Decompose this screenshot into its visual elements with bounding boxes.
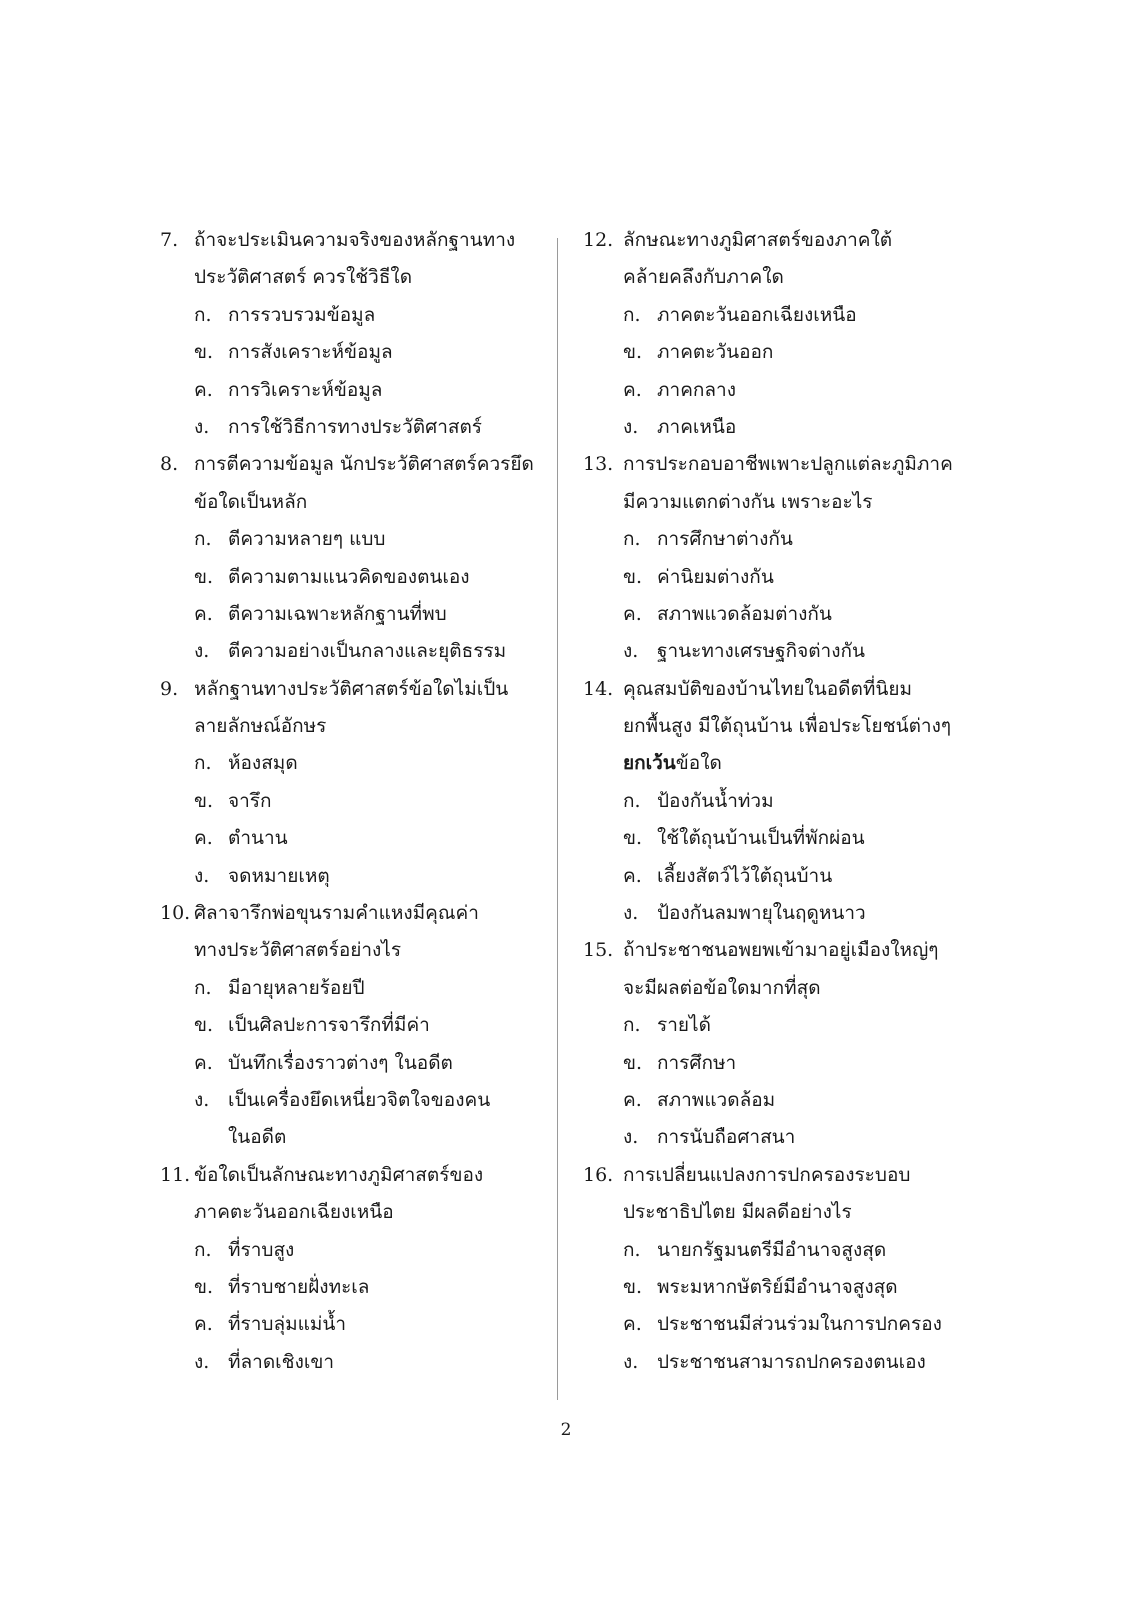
question-number: 12.: [583, 229, 614, 251]
question-text-cont: มีความแตกต่างกัน เพราะอะไร: [623, 490, 873, 513]
option-d: [160, 409, 545, 446]
question-number: 13.: [583, 453, 614, 476]
option-letter: ข.: [623, 565, 643, 588]
option-a: [583, 783, 983, 820]
option-letter: ค.: [623, 1088, 642, 1111]
option-letter: ค.: [194, 602, 213, 625]
option-letter: ค.: [623, 864, 642, 887]
option-text: ตีความตามแนวคิดของตนเอง: [228, 565, 470, 588]
option-text: ภาคตะวันออกเฉียงเหนือ: [657, 303, 857, 326]
option-text: ตีความหลายๆ แบบ: [228, 528, 386, 551]
question-text-cont: ข้อใดเป็นหลัก: [194, 490, 308, 513]
option-c: [160, 1045, 545, 1082]
option-d: [160, 858, 545, 895]
question-text: ข้อใดเป็นลักษณะทางภูมิศาสตร์ของ: [194, 1163, 484, 1186]
question-number: 15.: [583, 939, 614, 962]
option-b: [583, 559, 983, 596]
option-text: ใช้ใต้ถุนบ้านเป็นที่พักผ่อน: [657, 827, 865, 850]
option-c: [160, 820, 545, 857]
option-letter: ก.: [194, 528, 212, 551]
question-12: [583, 222, 983, 446]
option-letter: ข.: [194, 341, 214, 364]
question-text: การเปลี่ยนแปลงการปกครองระบอบ: [623, 1163, 911, 1186]
question-8: [160, 446, 545, 670]
option-text: ป้องกันลมพายุในฤดูหนาว: [657, 902, 866, 925]
option-letter: ง.: [194, 864, 210, 887]
option-letter: ง.: [623, 415, 639, 438]
option-a: [160, 297, 545, 334]
option-text: ที่ราบชายฝั่งทะเล: [228, 1275, 370, 1298]
option-text: ภาคเหนือ: [657, 415, 737, 438]
question-text-cont: ประวัติศาสตร์ ควรใช้วิธีใด: [194, 266, 413, 289]
option-letter: ง.: [194, 415, 210, 438]
option-text: การวิเคราะห์ข้อมูล: [228, 378, 383, 401]
option-a: [160, 521, 545, 558]
option-b: [583, 1045, 983, 1082]
option-text: ที่ราบลุ่มแม่น้ำ: [228, 1313, 347, 1336]
option-text: ป้องกันน้ำท่วม: [657, 789, 774, 812]
option-letter: ก.: [623, 528, 641, 551]
question-number: 7.: [160, 229, 179, 251]
question-11: [160, 1157, 545, 1381]
question-number: 10.: [160, 902, 191, 925]
question-text-cont: ภาคตะวันออกเฉียงเหนือ: [194, 1201, 394, 1224]
option-letter: ก.: [623, 1014, 641, 1037]
option-b: [160, 334, 545, 371]
question-number: 11.: [160, 1163, 191, 1186]
question-text: ถ้าจะประเมินความจริงของหลักฐานทาง: [194, 229, 516, 251]
question-text: การประกอบอาชีพเพาะปลูกแต่ละภูมิภาค: [623, 453, 953, 476]
page-number: 2: [560, 1420, 572, 1440]
option-text: บันทึกเรื่องราวต่างๆ ในอดีต: [228, 1051, 453, 1074]
question-text: คุณสมบัติของบ้านไทยในอดีตที่นิยม: [623, 677, 912, 700]
option-letter: ข.: [623, 1051, 643, 1074]
option-letter: ก.: [194, 1238, 212, 1261]
option-letter: ค.: [194, 1051, 213, 1074]
option-b: [583, 1269, 983, 1306]
option-text: สภาพแวดล้อมต่างกัน: [657, 602, 832, 625]
option-a: [160, 1232, 545, 1269]
question-text: ศิลาจารึกพ่อขุนรามคำแหงมีคุณค่า: [194, 902, 479, 925]
option-text: เป็นศิลปะการจารึกที่มีค่า: [228, 1014, 430, 1037]
option-letter: ค.: [194, 378, 213, 401]
option-text: พระมหากษัตริย์มีอำนาจสูงสุด: [657, 1275, 898, 1298]
option-b: [583, 820, 983, 857]
option-text: ภาคตะวันออก: [657, 341, 774, 364]
option-text: ค่านิยมต่างกัน: [657, 565, 774, 588]
question-text-cont: จะมีผลต่อข้อใดมากที่สุด: [623, 976, 821, 999]
option-letter: ง.: [623, 640, 639, 663]
option-letter: ข.: [194, 565, 214, 588]
option-letter: ค.: [623, 602, 642, 625]
option-b: [583, 334, 983, 371]
option-letter: ก.: [194, 976, 212, 999]
option-d: [583, 1344, 983, 1381]
option-letter: ค.: [623, 1313, 642, 1336]
right-column: [583, 222, 983, 1381]
option-c: [160, 596, 545, 633]
option-text: ประชาชนสามารถปกครองตนเอง: [657, 1350, 926, 1373]
option-text-cont: ในอดีต: [228, 1126, 287, 1149]
option-letter: ง.: [194, 1350, 210, 1373]
option-a: [160, 745, 545, 782]
question-number: 9.: [160, 677, 179, 700]
option-a: [583, 1232, 983, 1269]
option-letter: ก.: [194, 752, 212, 775]
question-14: [583, 671, 983, 933]
question-15: [583, 932, 983, 1156]
question-number: 16.: [583, 1163, 614, 1186]
option-letter: ข.: [623, 1275, 643, 1298]
option-text: การนับถือศาสนา: [657, 1126, 796, 1149]
option-d: [160, 633, 545, 670]
question-9: [160, 671, 545, 895]
question-13: [583, 446, 983, 670]
option-letter: ค.: [194, 1313, 213, 1336]
option-letter: ข.: [623, 827, 643, 850]
question-text-cont: ประชาธิปไตย มีผลดีอย่างไร: [623, 1201, 852, 1224]
option-text: ภาคกลาง: [657, 378, 736, 401]
option-letter: ง.: [623, 902, 639, 925]
option-letter: ข.: [194, 1275, 214, 1298]
option-c: [583, 372, 983, 409]
option-letter: ข.: [194, 789, 214, 812]
question-text-cont: [583, 745, 983, 782]
option-letter: ข.: [623, 341, 643, 364]
question-number: 14.: [583, 677, 614, 700]
option-text: จดหมายเหตุ: [228, 864, 330, 887]
option-letter: ก.: [623, 303, 641, 326]
option-b: [160, 1269, 545, 1306]
option-letter: ค.: [194, 827, 213, 850]
option-b: [160, 783, 545, 820]
option-d: [160, 1344, 545, 1381]
option-d: [583, 895, 983, 932]
question-text-rest: ข้อใด: [675, 752, 722, 775]
option-d: [583, 409, 983, 446]
option-text: ตีความเฉพาะหลักฐานที่พบ: [228, 602, 447, 625]
question-16: [583, 1157, 983, 1381]
option-c: [583, 1306, 983, 1343]
option-text: เป็นเครื่องยึดเหนี่ยวจิตใจของคน: [228, 1088, 491, 1111]
question-text-cont: ลายลักษณ์อักษร: [194, 715, 327, 738]
option-a: [583, 521, 983, 558]
option-c: [583, 596, 983, 633]
option-c: [160, 1306, 545, 1343]
option-a: [583, 1007, 983, 1044]
option-text: ฐานะทางเศรษฐกิจต่างกัน: [657, 640, 865, 663]
option-c: [583, 1082, 983, 1119]
option-c: [583, 858, 983, 895]
option-text: จารึก: [228, 789, 272, 812]
option-text: ตำนาน: [228, 827, 288, 850]
question-text: ลักษณะทางภูมิศาสตร์ของภาคใต้: [623, 229, 893, 251]
option-letter: ข.: [194, 1014, 214, 1037]
option-letter: ง.: [194, 1088, 210, 1111]
option-text: การรวบรวมข้อมูล: [228, 303, 376, 326]
question-text: ถ้าประชาชนอพยพเข้ามาอยู่เมืองใหญ่ๆ: [623, 939, 939, 962]
option-text: เลี้ยงสัตว์ไว้ใต้ถุนบ้าน: [657, 864, 833, 887]
question-text: หลักฐานทางประวัติศาสตร์ข้อใดไม่เป็น: [194, 677, 509, 700]
option-letter: ก.: [623, 1238, 641, 1261]
option-text: การใช้วิธีการทางประวัติศาสตร์: [228, 415, 483, 438]
option-d: [160, 1082, 545, 1119]
question-text: การตีความข้อมูล นักประวัติศาสตร์ควรยึด: [194, 453, 534, 476]
option-text: ที่ลาดเชิงเขา: [228, 1350, 334, 1373]
option-text: ห้องสมุด: [228, 752, 298, 775]
question-text-cont: ทางประวัติศาสตร์อย่างไร: [194, 939, 402, 962]
option-a: [160, 970, 545, 1007]
option-d: [583, 633, 983, 670]
option-text: นายกรัฐมนตรีมีอำนาจสูงสุด: [657, 1238, 887, 1261]
option-text: การศึกษา: [657, 1051, 737, 1074]
option-letter: ค.: [623, 378, 642, 401]
option-text: การศึกษาต่างกัน: [657, 528, 793, 551]
option-text: มีอายุหลายร้อยปี: [228, 976, 365, 999]
option-b: [160, 1007, 545, 1044]
option-a: [583, 297, 983, 334]
option-letter: ง.: [623, 1350, 639, 1373]
option-text: สภาพแวดล้อม: [657, 1088, 776, 1111]
option-letter: ก.: [194, 303, 212, 326]
option-letter: ง.: [194, 640, 210, 663]
question-10: [160, 895, 545, 1157]
option-text: ประชาชนมีส่วนร่วมในการปกครอง: [657, 1313, 942, 1336]
option-d: [583, 1119, 983, 1156]
option-c: [160, 372, 545, 409]
option-text: ตีความอย่างเป็นกลางและยุติธรรม: [228, 640, 507, 663]
question-text-cont: ยกพื้นสูง มีใต้ถุนบ้าน เพื่อประโยชน์ต่างๆ: [623, 715, 952, 738]
option-text: รายได้: [657, 1014, 711, 1037]
question-text-cont: คล้ายคลึงกับภาคใด: [623, 266, 784, 289]
option-letter: ก.: [623, 789, 641, 812]
option-text: การสังเคราะห์ข้อมูล: [228, 341, 393, 364]
column-divider: [557, 238, 558, 1400]
option-text: ที่ราบสูง: [228, 1238, 295, 1261]
emphasis-except: ยกเว้น: [623, 752, 676, 775]
left-column: [160, 222, 545, 1381]
question-7: [160, 222, 545, 446]
option-b: [160, 559, 545, 596]
option-letter: ง.: [623, 1126, 639, 1149]
question-number: 8.: [160, 453, 179, 476]
